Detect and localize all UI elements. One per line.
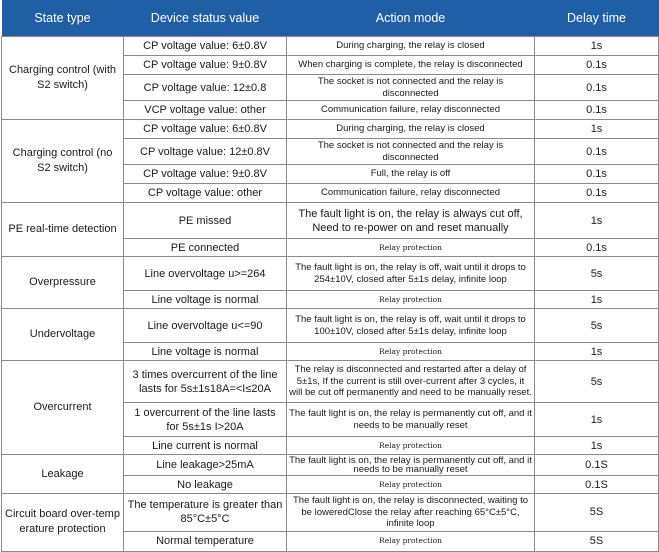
status-table <box>1 0 659 552</box>
status-value-cell: CP voltage value: 6±0.8V <box>124 120 287 139</box>
header-action-mode: Action mode <box>287 0 535 37</box>
table-header-row <box>2 0 659 37</box>
state-type-cell: Leakage <box>2 455 124 494</box>
status-value-cell: Line current is normal <box>124 437 287 455</box>
status-value-cell: CP voltage value: 9±0.8V <box>124 56 287 75</box>
action-mode-cell: The fault light is on, the relay is disconnected, waiting to be loweredClose the relay after reaching 65°C±5°C, infinite loop <box>287 494 535 532</box>
action-mode-cell: When charging is complete, the relay is disconnected <box>287 56 535 75</box>
delay-time-cell: 0.1s <box>535 75 659 101</box>
state-type-cell: Circuit board over-temp erature protection <box>2 494 124 552</box>
status-value-cell: CP voltage value: other <box>124 184 287 203</box>
action-mode-cell: The fault light is on, the relay is permanently cut off, and it needs to be manually reset <box>287 455 535 476</box>
delay-time-cell: 0.1S <box>535 455 659 476</box>
action-mode-cell: During charging, the relay is closed <box>287 37 535 56</box>
action-mode-cell: Relay protection <box>287 531 535 551</box>
action-mode-cell: The fault light is on, the relay is off, wait until it drops to 254±10V, closed after 5±1s delay, infinite loop <box>287 257 535 291</box>
action-mode-cell: Communication failure, relay disconnected <box>287 184 535 203</box>
status-value-cell: 3 times overcurrent of the line lasts for 5s±1s18A=<I≤20A <box>124 361 287 403</box>
action-mode-cell: Relay protection <box>287 239 535 257</box>
status-value-cell: The temperature is greater than 85°C±5°C <box>124 494 287 532</box>
table-row <box>2 257 659 291</box>
state-type-cell: Overcurrent <box>2 361 124 455</box>
delay-time-cell: 0.1s <box>535 239 659 257</box>
status-value-cell: PE missed <box>124 203 287 239</box>
delay-time-cell: 1s <box>535 37 659 56</box>
delay-time-cell: 0.1s <box>535 184 659 203</box>
action-mode-cell: During charging, the relay is closed <box>287 120 535 139</box>
action-mode-cell: The fault light is on, the relay is always cut off, Need to re-power on and reset manually <box>287 203 535 239</box>
action-mode-cell: Full, the relay is off <box>287 165 535 184</box>
status-value-cell: PE connected <box>124 239 287 257</box>
status-value-cell: CP voltage value: 12±0.8V <box>124 139 287 165</box>
delay-time-cell: 0.1s <box>535 101 659 120</box>
delay-time-cell: 1s <box>535 203 659 239</box>
delay-time-cell: 5s <box>535 361 659 403</box>
table-row <box>2 120 659 139</box>
status-value-cell: 1 overcurrent of the line lasts for 5s±1s I>20A <box>124 403 287 437</box>
action-mode-cell: Relay protection <box>287 343 535 361</box>
status-value-cell: CP voltage value: 9±0.8V <box>124 165 287 184</box>
delay-time-cell: 1s <box>535 291 659 309</box>
action-mode-cell: Communication failure, relay disconnected <box>287 101 535 120</box>
action-mode-cell: The socket is not connected and the relay is disconnected <box>287 75 535 101</box>
table-row <box>2 455 659 476</box>
delay-time-cell: 1s <box>535 437 659 455</box>
state-type-cell: Charging control (no S2 switch) <box>2 120 124 203</box>
delay-time-cell: 5s <box>535 257 659 291</box>
action-mode-cell: The fault light is on, the relay is permanently cut off, and it needs to be manually reset <box>287 403 535 437</box>
table-row <box>2 203 659 239</box>
action-mode-cell: The socket is not connected and the relay is disconnected <box>287 139 535 165</box>
delay-time-cell: 0.1s <box>535 139 659 165</box>
action-mode-cell: Relay protection <box>287 437 535 455</box>
action-mode-cell: The fault light is on, the relay is off, wait until it drops to 100±10V, closed after 5±1s delay, infinite loop <box>287 309 535 343</box>
delay-time-cell: 5S <box>535 494 659 532</box>
header-device-status: Device status value <box>124 0 287 37</box>
delay-time-cell: 0.1s <box>535 56 659 75</box>
status-value-cell: Line overvoltage u>=264 <box>124 257 287 291</box>
state-type-cell: Undervoltage <box>2 309 124 361</box>
delay-time-cell: 0.1S <box>535 476 659 494</box>
header-state-type: State type <box>2 0 124 37</box>
delay-time-cell: 5S <box>535 531 659 551</box>
header-delay-time: Delay time <box>535 0 659 37</box>
action-mode-cell: The relay is disconnected and restarted after a delay of 5±1s, If the current is still over-current after 3 cycles, it will be cut off permanently and need to be manually reset. <box>287 361 535 403</box>
status-value-cell: Line overvoltage u<=90 <box>124 309 287 343</box>
status-value-cell: Normal temperature <box>124 531 287 551</box>
status-value-cell: CP voltage value: 6±0.8V <box>124 37 287 56</box>
action-mode-cell: Relay protection <box>287 291 535 309</box>
delay-time-cell: 1s <box>535 120 659 139</box>
table-row <box>2 361 659 403</box>
state-type-cell: PE real-time detection <box>2 203 124 257</box>
delay-time-cell: 1s <box>535 403 659 437</box>
state-type-cell: Charging control (with S2 switch) <box>2 37 124 120</box>
status-value-cell: Line voltage is normal <box>124 291 287 309</box>
table-row <box>2 309 659 343</box>
table-row <box>2 37 659 56</box>
state-type-cell: Overpressure <box>2 257 124 309</box>
delay-time-cell: 5s <box>535 309 659 343</box>
action-mode-cell: Relay protection <box>287 476 535 494</box>
status-value-cell: CP voltage value: 12±0.8 <box>124 75 287 101</box>
status-value-cell: Line leakage>25mA <box>124 455 287 476</box>
delay-time-cell: 0.1s <box>535 165 659 184</box>
table-row <box>2 494 659 532</box>
delay-time-cell: 1s <box>535 343 659 361</box>
status-value-cell: Line voltage is normal <box>124 343 287 361</box>
status-value-cell: VCP voltage value: other <box>124 101 287 120</box>
status-value-cell: No leakage <box>124 476 287 494</box>
